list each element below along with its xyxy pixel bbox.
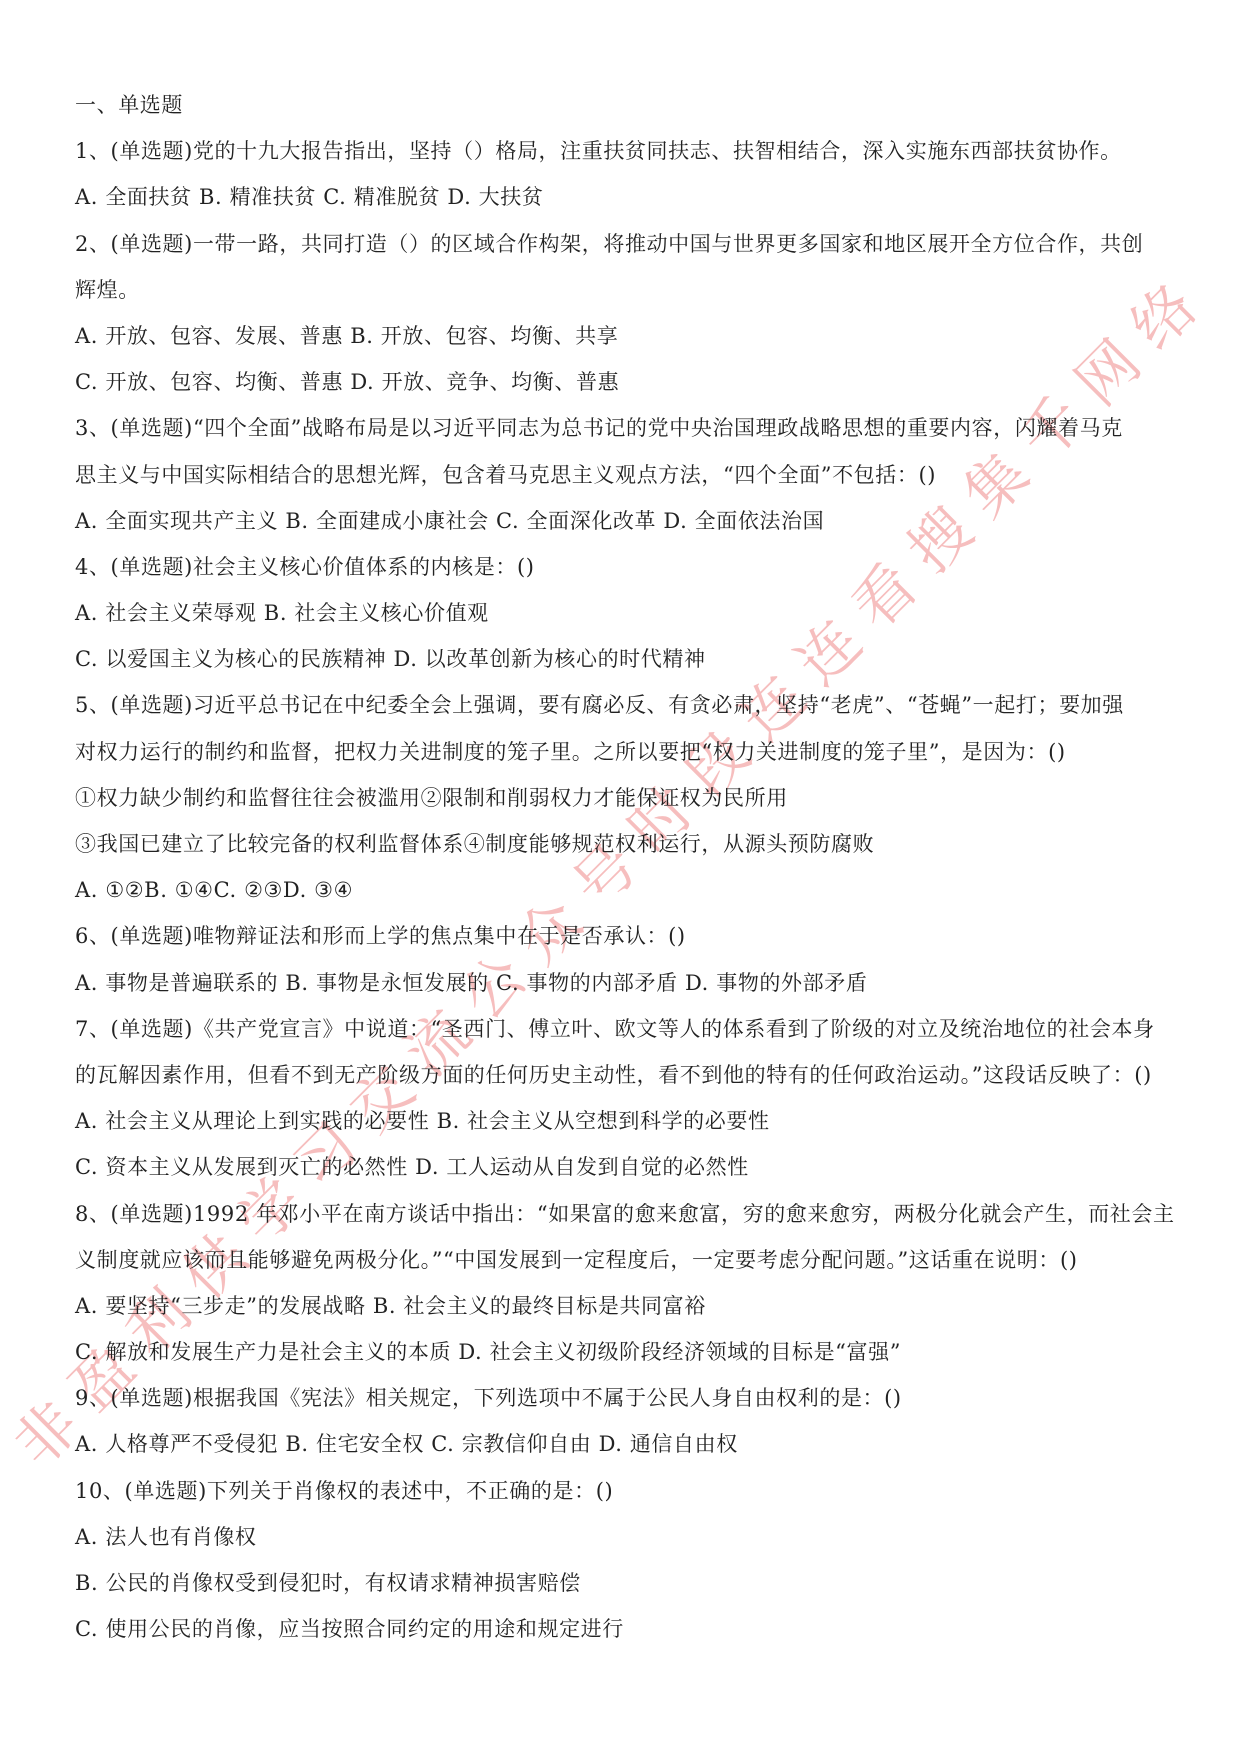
question-options-line: B. 公民的肖像权受到侵犯时，有权请求精神损害赔偿: [75, 1571, 581, 1595]
question-options-line: A. 事物是普遍联系的 B. 事物是永恒发展的 C. 事物的内部矛盾 D. 事物的外部矛盾: [75, 970, 868, 995]
question-options-line: C. 开放、包容、均衡、普惠 D. 开放、竞争、均衡、普惠: [75, 370, 620, 395]
question-stem-line: ③我国已建立了比较完备的权利监督体系④制度能够规范权利运行，从源头预防腐败: [75, 832, 875, 856]
section-title: 一、单选题: [75, 93, 183, 117]
question-stem-line: 2、(单选题)一带一路，共同打造（）的区域合作构架，将推动中国与世界更多国家和地区展开全方位合作，共创: [75, 231, 1144, 256]
document-body: [75, 82, 1185, 1652]
question-options-line: C. 以爱国主义为核心的民族精神 D. 以改革创新为核心的时代精神: [75, 647, 706, 672]
question-list: [75, 128, 1185, 1652]
question-1: [75, 128, 1185, 220]
question-options-line: A. 全面扶贫 B. 精准扶贫 C. 精准脱贫 D. 大扶贫: [75, 185, 544, 210]
question-stem-line: 义制度就应该而且能够避免两极分化。”“中国发展到一定程度后，一定要考虑分配问题。”这话重在说明：(): [75, 1247, 1078, 1272]
question-stem-line: 5、(单选题)习近平总书记在中纪委全会上强调，要有腐必反、有贪必肃，坚持“老虎”、“苍蝇”一起打；要加强: [75, 693, 1124, 718]
question-options-line: A. 法人也有肖像权: [75, 1524, 257, 1549]
question-options-line: A. 社会主义从理论上到实践的必要性 B. 社会主义从空想到科学的必要性: [75, 1109, 770, 1134]
watermark-text: 非盈利供学习交流公众号时段连连看搜集千网络: [1, 271, 1211, 1481]
question-2: [75, 221, 1185, 406]
question-options-line: A. 社会主义荣辱观 B. 社会主义核心价值观: [75, 601, 489, 626]
question-stem-line: 1、(单选题)党的十九大报告指出，坚持（）格局，注重扶贫同扶志、扶智相结合，深入实施东西部扶贫协作。: [75, 139, 1122, 164]
question-options-line: A. 开放、包容、发展、普惠 B. 开放、包容、均衡、共享: [75, 323, 619, 348]
question-4: [75, 544, 1185, 683]
question-options-line: C. 使用公民的肖像，应当按照合同约定的用途和规定进行: [75, 1617, 624, 1642]
question-7: [75, 1006, 1185, 1191]
question-options-line: A. 人格尊严不受侵犯 B. 住宅安全权 C. 宗教信仰自由 D. 通信自由权: [75, 1432, 738, 1457]
question-8: [75, 1191, 1185, 1376]
question-stem-line: 对权力运行的制约和监督，把权力关进制度的笼子里。之所以要把“权力关进制度的笼子里”，是因为：(): [75, 739, 1066, 764]
question-stem-line: 思主义与中国实际相结合的思想光辉，包含着马克思主义观点方法，“四个全面”不包括：(): [75, 462, 937, 487]
question-options-line: A. 要坚持“三步走”的发展战略 B. 社会主义的最终目标是共同富裕: [75, 1293, 706, 1318]
question-stem-line: 6、(单选题)唯物辩证法和形而上学的焦点集中在于是否承认：(): [75, 924, 686, 949]
question-options-line: C. 解放和发展生产力是社会主义的本质 D. 社会主义初级阶段经济领域的目标是“富强”: [75, 1340, 902, 1365]
question-options-line: A. 全面实现共产主义 B. 全面建成小康社会 C. 全面深化改革 D. 全面依法治国: [75, 508, 825, 533]
question-6: [75, 913, 1185, 1005]
question-stem-line: 9、(单选题)根据我国《宪法》相关规定，下列选项中不属于公民人身自由权利的是：(): [75, 1386, 902, 1411]
question-stem-line: 3、(单选题)“四个全面”战略布局是以习近平同志为总书记的党中央治国理政战略思想的重要内容，闪耀着马克: [75, 416, 1123, 441]
question-stem-line: ①权力缺少制约和监督往往会被滥用②限制和削弱权力才能保证权为民所用: [75, 785, 788, 810]
question-stem-line: 7、(单选题)《共产党宣言》中说道：“圣西门、傅立叶、欧文等人的体系看到了阶级的对立及统治地位的社会本身: [75, 1016, 1155, 1041]
question-stem-line: 的瓦解因素作用，但看不到无产阶级方面的任何历史主动性，看不到他的特有的任何政治运动。”这段话反映了：(): [75, 1062, 1152, 1087]
question-stem-line: 10、(单选题)下列关于肖像权的表述中，不正确的是：(): [75, 1478, 614, 1503]
question-3: [75, 405, 1185, 544]
question-stem-line: 辉煌。: [75, 277, 140, 302]
question-5: [75, 682, 1185, 913]
question-options-line: A. ①②B. ①④C. ②③D. ③④: [75, 878, 354, 903]
question-10: [75, 1468, 1185, 1653]
question-stem-line: 8、(单选题)1992 年邓小平在南方谈话中指出：“如果富的愈来愈富，穷的愈来愈穷，两极分化就会产生，而社会主: [75, 1201, 1175, 1226]
question-options-line: C. 资本主义从发展到灭亡的必然性 D. 工人运动从自发到自觉的必然性: [75, 1155, 749, 1180]
question-stem-line: 4、(单选题)社会主义核心价值体系的内核是：(): [75, 554, 535, 579]
question-9: [75, 1375, 1185, 1467]
